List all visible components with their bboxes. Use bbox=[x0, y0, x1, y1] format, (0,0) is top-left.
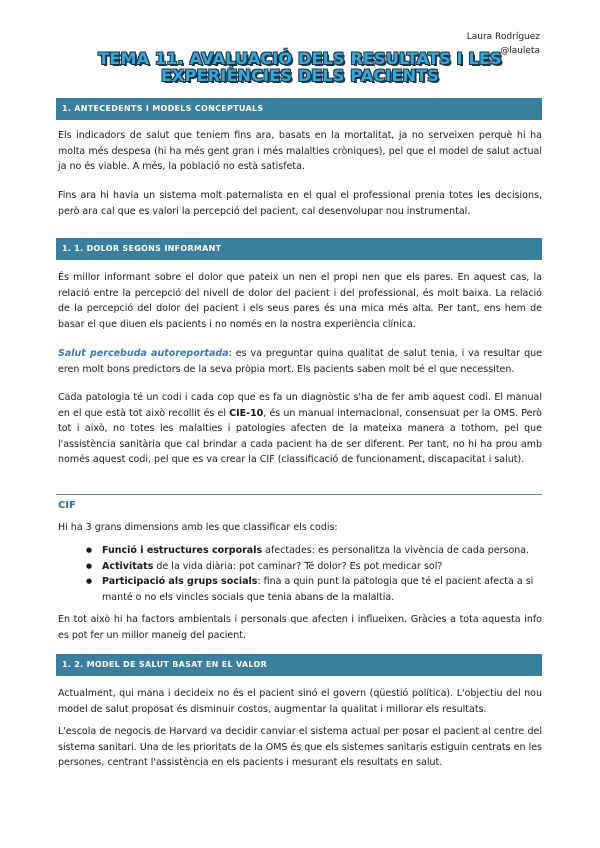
section-header-antecedents: 1. ANTECEDENTS I MODELS CONCEPTUALS bbox=[56, 98, 542, 120]
list-item bbox=[82, 543, 542, 559]
paragraph-indicators: Els indicadors de salut que teniem fins ara, basats en la mortalitat, ja no serveixen perquè hi ha molta més despesa (hi ha més gent gran i més malalties cròniques), pel que el model de salut actual ja no és viable. A més, la població no està satisfeta. bbox=[58, 130, 542, 172]
document-title bbox=[80, 50, 520, 84]
term-self-reported-health: Salut percebuda autoreportada bbox=[58, 348, 229, 359]
paragraph-self-reported-health bbox=[58, 346, 542, 377]
cie10-text-b: , és un manual internacional, consensuat per la OMS. Però tot i això, no totes les malalties i patologies afecten de la mateixa manera a tothom, pel que l'assistència sanitària que cal brindar a cada pacient ha de ser diferent. Per tant, no hi ha prou amb només aquest codi, pel que es va crear la CIF (classificació de funcionament, discapacitat i salut). bbox=[58, 407, 542, 465]
cie10-text-a: Cada patologia té un codi i cada cop que es fa un diagnòstic s'ha de fer amb aquest codi. El manual en el que està tot això recollit és el bbox=[58, 392, 542, 419]
author-name: Laura Rodríguez bbox=[466, 32, 540, 42]
bullet-term: Funció i estructures corporals bbox=[102, 545, 263, 556]
paragraph-government: Actualment, qui mana i decideix no és el pacient sinó el govern (qüestió política). L'objectiu del nou model de salut proposat és disminuir costos, augmentar la qualitat i millorar els resultats. bbox=[58, 688, 542, 715]
section-header-value-model: 1. 2. MODEL DE SALUT BASAT EN EL VALOR bbox=[56, 654, 542, 676]
title-line-1: TEMA 11. AVALUACIÓ DELS RESULTATS I LES bbox=[98, 49, 502, 68]
paragraph-cie10 bbox=[58, 390, 542, 468]
self-reported-health-text: : es va preguntar quina qualitat de salut tenia, i va resultar que eren molt bons predictors de la seva pròpia mort. Els pacients saben molt bé el que necessiten. bbox=[58, 348, 542, 375]
paragraph-cif-intro: Hi ha 3 grans dimensions amb les que classificar els codis: bbox=[58, 522, 338, 533]
section-header-pain: 1. 1. DOLOR SEGONS INFORMANT bbox=[56, 238, 542, 260]
list-item bbox=[82, 559, 542, 575]
bullet-text: afectades: es personalitza la vivència de cada persona. bbox=[262, 545, 530, 556]
paragraph-harvard: L'escola de negocis de Harvard va decidir canviar el sistema actual per posar el pacient al centre del sistema sanitari. Una de les prioritats de la OMS és que els sistemes sanitaris estiguin centrats en les persones, centrant l'assistència en els pacients i mesurant els resultats en salut. bbox=[58, 726, 542, 768]
bullet-text: de la vida diària: pot caminar? Té dolor? Es pot medicar sol? bbox=[153, 560, 443, 572]
cif-dimensions-list bbox=[82, 543, 542, 605]
author-handle: @lauleta bbox=[500, 46, 540, 56]
bullet-term: Activitats bbox=[102, 560, 154, 572]
paragraph-paternalism: Fins ara hi havia un sistema molt paternalista en el qual el professional prenia totes les decisions, però ara cal que es valori la percepció del pacient, cal desenvolupar nou instrumental. bbox=[58, 190, 542, 217]
cie10-term: CIE-10 bbox=[229, 407, 264, 419]
bullet-term: Participació als grups socials bbox=[102, 576, 258, 587]
cif-heading: CIF bbox=[58, 500, 76, 511]
bullet-text: : fina a quin punt la patologia que té el pacient afecta a si manté o no els vincles socials que tenia abans de la malaltia. bbox=[102, 576, 534, 603]
paragraph-factors: En tot això hi ha factors ambientals i personals que afecten i influeixen. Gràcies a tota aquesta info es pot fer un millor maneig del pacient. bbox=[58, 614, 542, 641]
list-item bbox=[82, 574, 542, 605]
paragraph-pain-informant: És millor informant sobre el dolor que pateix un nen el propi nen que els pares. En aquest cas, la relació entre la percepció del nivell de dolor del pacient i del professional, és molt baixa. La relació de la percepció del dolor del pacient i els seus pares és una mica més alta. Per tant, ens hem de basar el que diuen els pacients i no només en la nostra experiència clínica. bbox=[58, 272, 542, 330]
title-line-2: EXPERIÈNCIES DELS PACIENTS bbox=[160, 66, 440, 85]
cif-divider bbox=[56, 494, 542, 495]
